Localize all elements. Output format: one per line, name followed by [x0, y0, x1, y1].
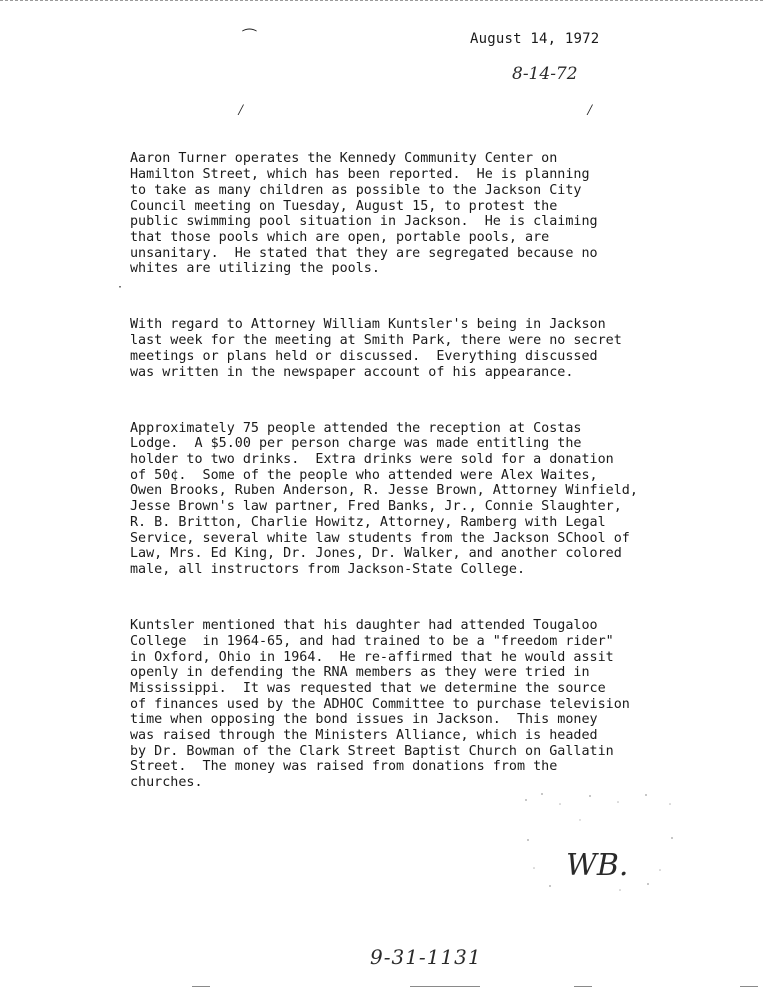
- paragraph: With regard to Attorney William Kuntsler's being in Jackson last week for the meeting at Smith Park, there were no secret meetings or plans held or discussed. Everything discussed was written in the newspaper account of his appearance.: [130, 317, 622, 380]
- handwritten-initials: WB.: [566, 848, 629, 883]
- footer-mark: [410, 986, 480, 987]
- stamp-speckle: [520, 790, 680, 900]
- document-date: August 14, 1972: [470, 31, 600, 47]
- handwritten-file-number: 9-31-1131: [370, 945, 482, 969]
- paragraph: Kuntsler mentioned that his daughter had attended Tougaloo College in 1964-65, and had trained to be a "freedom rider" in Oxford, Ohio in 1964. He re-affirmed that he would assit openly in defending the RNA members as they were tried in Mississippi. It was requested that we determine the source of finances used by the ADHOC Committee to purchase television time when opposing the bond issues in Jackson. This money was raised through the Ministers Alliance, which is headed by Dr. Bowman of the Clark Street Baptist Church on Gallatin Street. The money was raised from donations from the churches.: [130, 618, 630, 791]
- footer-mark: [740, 986, 758, 987]
- footer-mark: [192, 986, 210, 987]
- footer-mark: [574, 986, 592, 987]
- top-dashed-border: [0, 0, 763, 1]
- handwritten-date: 8-14-72: [512, 64, 578, 84]
- paragraph: Approximately 75 people attended the reception at Costas Lodge. A $5.00 per person charge was made entitling the holder to two drinks. Extra drinks were sold for a donation of 50¢. Some of the people who attended were Alex Waites, Owen Brooks, Ruben Anderson, R. Jesse Brown, Attorney Winfield, Jesse Brown's law partner, Fred Banks, Jr., Connie Slaughter, R. B. Britton, Charlie Howitz, Attorney, Ramberg with Legal Service, several white law students from the Jackson SChool of Law, Mrs. Ed King, Dr. Jones, Dr. Walker, and another colored male, all instructors from Jackson-State College.: [130, 420, 638, 577]
- pen-mark: ⁀: [243, 28, 256, 47]
- pen-check-mark: ⁄: [236, 100, 246, 119]
- paragraph: Aaron Turner operates the Kennedy Community Center on Hamilton Street, which has been reported. He is planning to take as many children as possible to the Jackson City Council meeting on Tuesday, August 15, to protest the public swimming pool situation in Jackson. He is claiming that those pools which are open, portable pools, are unsanitary. He stated that they are segregated because no whites are utilizing the pools.: [130, 151, 598, 277]
- pen-check-mark: ⁄: [585, 100, 595, 119]
- margin-tick: ·: [117, 282, 124, 293]
- document-body: [130, 120, 730, 816]
